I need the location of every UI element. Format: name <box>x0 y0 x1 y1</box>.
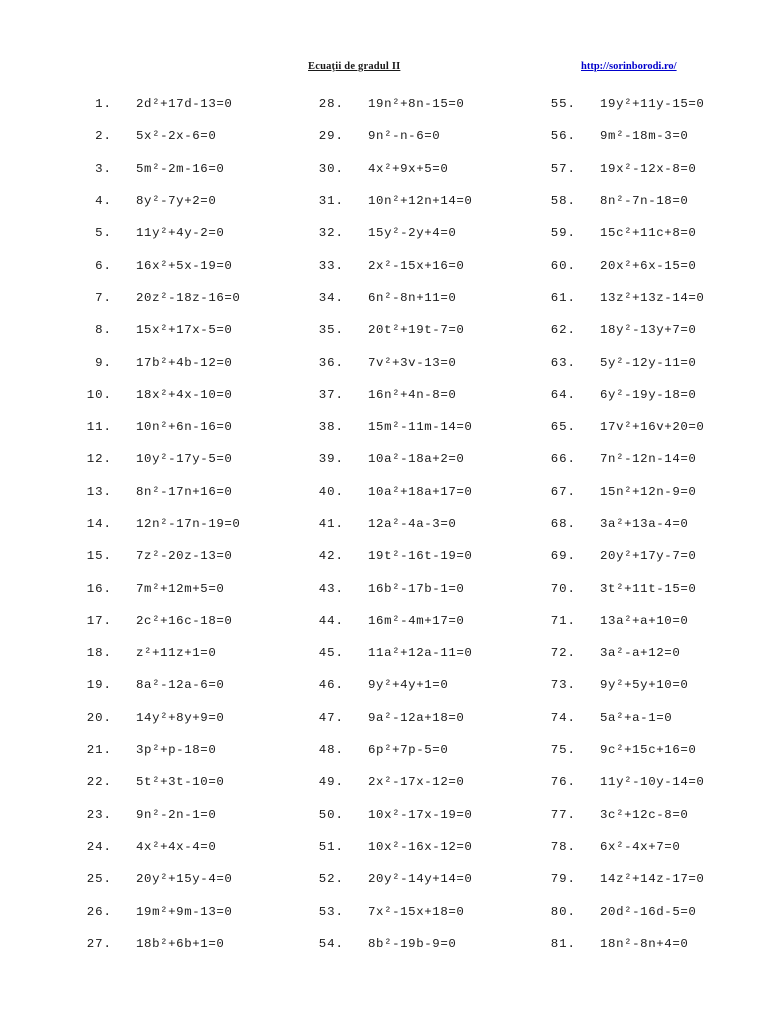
equation-text: 10n²+12n+14=0 <box>368 194 473 209</box>
equation-row <box>536 249 768 281</box>
equation-text: 15c²+11c+8=0 <box>600 226 697 241</box>
equation-row <box>72 734 312 766</box>
equation-number: 25. <box>86 872 112 887</box>
equation-row <box>304 443 544 475</box>
equation-text: 6p²+7p-5=0 <box>368 743 449 758</box>
equation-row <box>72 572 312 604</box>
equation-number: 44. <box>318 613 344 628</box>
equation-number: 66. <box>550 452 576 467</box>
equation-text: 7x²-15x+18=0 <box>368 904 465 919</box>
equation-number: 4. <box>95 194 112 209</box>
equation-number: 81. <box>550 936 576 951</box>
equation-text: 16x²+5x-19=0 <box>136 258 233 273</box>
equation-text: 19n²+8n-15=0 <box>368 97 465 112</box>
equation-number: 15. <box>86 549 112 564</box>
equation-row <box>304 702 544 734</box>
equation-text: 15x²+17x-5=0 <box>136 323 233 338</box>
equation-number: 50. <box>318 807 344 822</box>
equation-number: 59. <box>550 226 576 241</box>
equation-number: 37. <box>318 387 344 402</box>
equation-text: 19m²+9m-13=0 <box>136 904 233 919</box>
equation-text: 3c²+12c-8=0 <box>600 807 689 822</box>
equation-text: 6x²-4x+7=0 <box>600 839 681 854</box>
equation-row <box>536 88 768 120</box>
equation-text: 4x²+4x-4=0 <box>136 839 217 854</box>
equation-number: 38. <box>318 420 344 435</box>
equation-text: 20y²+17y-7=0 <box>600 549 697 564</box>
equation-column-3 <box>536 88 768 960</box>
equation-text: 18y²-13y+7=0 <box>600 323 697 338</box>
equation-number: 1. <box>95 97 112 112</box>
equation-row <box>304 379 544 411</box>
equation-number: 74. <box>550 710 576 725</box>
equation-number: 6. <box>95 258 112 273</box>
equation-number: 77. <box>550 807 576 822</box>
equation-text: 6n²-8n+11=0 <box>368 290 457 305</box>
equation-row <box>304 540 544 572</box>
equation-text: 14z²+14z-17=0 <box>600 872 705 887</box>
equation-number: 68. <box>550 517 576 531</box>
equation-row <box>536 734 768 766</box>
equation-text: 16b²-17b-1=0 <box>368 581 465 596</box>
equation-text: 11y²-10y-14=0 <box>600 775 705 790</box>
page-title: Ecuaţii de gradul II <box>308 61 401 72</box>
equation-text: 10x²-16x-12=0 <box>368 839 473 854</box>
equation-row <box>304 734 544 766</box>
equation-row <box>304 799 544 831</box>
equation-text: 3p²+p-18=0 <box>136 743 217 758</box>
equation-text: 13a²+a+10=0 <box>600 613 689 628</box>
equation-row <box>72 249 312 281</box>
equation-text: 19x²-12x-8=0 <box>600 161 697 176</box>
equation-text: 17v²+16v+20=0 <box>600 420 705 435</box>
equation-row <box>304 217 544 249</box>
equation-number: 16. <box>86 581 112 596</box>
equation-row <box>304 831 544 863</box>
equation-text: 19y²+11y-15=0 <box>600 97 705 112</box>
equation-row <box>72 928 312 960</box>
equation-number: 40. <box>318 484 344 499</box>
equation-text: 15m²-11m-14=0 <box>368 420 473 435</box>
equation-text: 8n²-7n-18=0 <box>600 194 689 209</box>
equation-row <box>536 831 768 863</box>
equation-text: 6y²-19y-18=0 <box>600 387 697 402</box>
equation-number: 70. <box>550 581 576 596</box>
equation-text: 12a²-4a-3=0 <box>368 517 457 531</box>
equation-number: 79. <box>550 872 576 887</box>
equation-row <box>304 928 544 960</box>
equation-number: 8. <box>95 323 112 338</box>
equation-row <box>304 153 544 185</box>
equation-row <box>304 88 544 120</box>
equation-text: 11a²+12a-11=0 <box>368 646 473 661</box>
equation-row <box>536 508 768 540</box>
equation-text: 9c²+15c+16=0 <box>600 743 697 758</box>
equation-number: 5. <box>95 226 112 241</box>
equation-text: 20x²+6x-15=0 <box>600 258 697 273</box>
equation-number: 3. <box>95 161 112 176</box>
equation-number: 72. <box>550 646 576 661</box>
equation-text: 20y²-14y+14=0 <box>368 872 473 887</box>
equation-number: 60. <box>550 258 576 273</box>
equation-text: 9y²+4y+1=0 <box>368 678 449 693</box>
equation-text: 5t²+3t-10=0 <box>136 775 225 790</box>
equation-text: 17b²+4b-12=0 <box>136 355 233 370</box>
equation-number: 36. <box>318 355 344 370</box>
equation-row <box>536 637 768 669</box>
equation-row <box>72 799 312 831</box>
equation-text: 10y²-17y-5=0 <box>136 452 233 467</box>
equation-row <box>536 120 768 152</box>
equation-number: 71. <box>550 613 576 628</box>
equation-text: 16n²+4n-8=0 <box>368 387 457 402</box>
equation-row <box>536 153 768 185</box>
equation-number: 56. <box>550 129 576 144</box>
equation-row <box>72 411 312 443</box>
equation-text: 2d²+17d-13=0 <box>136 97 233 112</box>
equation-number: 48. <box>318 743 344 758</box>
equation-row <box>304 895 544 927</box>
equation-text: 2x²-17x-12=0 <box>368 775 465 790</box>
equation-number: 9. <box>95 355 112 370</box>
equation-number: 20. <box>86 710 112 725</box>
equation-text: 13z²+13z-14=0 <box>600 290 705 305</box>
equation-text: 5x²-2x-6=0 <box>136 129 217 144</box>
equation-text: 20t²+19t-7=0 <box>368 323 465 338</box>
equation-number: 54. <box>318 936 344 951</box>
equation-text: 8n²-17n+16=0 <box>136 484 233 499</box>
equation-number: 19. <box>86 678 112 693</box>
equation-number: 32. <box>318 226 344 241</box>
equation-column-1 <box>72 88 312 960</box>
equation-text: 3a²+13a-4=0 <box>600 517 689 531</box>
equation-row <box>536 766 768 798</box>
equation-row <box>72 637 312 669</box>
equation-row <box>304 314 544 346</box>
equation-number: 14. <box>86 517 112 531</box>
equation-number: 57. <box>550 161 576 176</box>
equation-number: 18. <box>86 646 112 661</box>
equation-text: 11y²+4y-2=0 <box>136 226 225 241</box>
equation-number: 11. <box>86 420 112 435</box>
equation-row <box>536 217 768 249</box>
equation-number: 33. <box>318 258 344 273</box>
equation-text: 5m²-2m-16=0 <box>136 161 225 176</box>
equation-number: 49. <box>318 775 344 790</box>
equation-row <box>536 476 768 508</box>
equation-number: 28. <box>318 97 344 112</box>
equation-number: 22. <box>86 775 112 790</box>
equation-text: 9a²-12a+18=0 <box>368 710 465 725</box>
equation-text: 3t²+11t-15=0 <box>600 581 697 596</box>
equation-number: 35. <box>318 323 344 338</box>
equation-row <box>304 572 544 604</box>
equation-text: 18n²-8n+4=0 <box>600 936 689 951</box>
equation-row <box>304 120 544 152</box>
equation-number: 51. <box>318 839 344 854</box>
equation-text: 10a²-18a+2=0 <box>368 452 465 467</box>
equation-row <box>72 153 312 185</box>
equation-text: 7z²-20z-13=0 <box>136 549 233 564</box>
equation-number: 24. <box>86 839 112 854</box>
equation-text: 4x²+9x+5=0 <box>368 161 449 176</box>
equation-row <box>72 895 312 927</box>
equation-row <box>536 379 768 411</box>
equation-row <box>536 411 768 443</box>
equation-text: 9m²-18m-3=0 <box>600 129 689 144</box>
equation-number: 73. <box>550 678 576 693</box>
equation-number: 46. <box>318 678 344 693</box>
equation-row <box>72 282 312 314</box>
equation-row <box>304 863 544 895</box>
equation-row <box>304 185 544 217</box>
equation-row <box>72 540 312 572</box>
equation-number: 27. <box>86 936 112 951</box>
equation-number: 65. <box>550 420 576 435</box>
equation-row <box>304 476 544 508</box>
equation-number: 21. <box>86 743 112 758</box>
equation-number: 53. <box>318 904 344 919</box>
equation-text: 9y²+5y+10=0 <box>600 678 689 693</box>
equation-row <box>536 928 768 960</box>
equation-number: 26. <box>86 904 112 919</box>
equation-row <box>72 379 312 411</box>
equation-number: 58. <box>550 194 576 209</box>
equation-number: 78. <box>550 839 576 854</box>
equation-row <box>536 346 768 378</box>
equation-text: 12n²-17n-19=0 <box>136 517 241 531</box>
equation-number: 76. <box>550 775 576 790</box>
equation-number: 7. <box>95 290 112 305</box>
equation-number: 41. <box>318 517 344 531</box>
equation-row <box>72 863 312 895</box>
equation-number: 29. <box>318 129 344 144</box>
equation-row <box>536 863 768 895</box>
equation-row <box>72 766 312 798</box>
equation-text: 20z²-18z-16=0 <box>136 290 241 305</box>
equation-row <box>536 185 768 217</box>
equation-row <box>72 476 312 508</box>
equation-text: 2x²-15x+16=0 <box>368 258 465 273</box>
equation-number: 43. <box>318 581 344 596</box>
equation-row <box>304 508 544 540</box>
equation-row <box>536 443 768 475</box>
equation-text: 8y²-7y+2=0 <box>136 194 217 209</box>
equation-text: 18b²+6b+1=0 <box>136 936 225 951</box>
equation-row <box>72 605 312 637</box>
equation-row <box>72 443 312 475</box>
equation-number: 34. <box>318 290 344 305</box>
equation-row <box>536 895 768 927</box>
equation-text: 10x²-17x-19=0 <box>368 807 473 822</box>
equation-row <box>536 702 768 734</box>
equation-text: 7v²+3v-13=0 <box>368 355 457 370</box>
equation-row <box>304 282 544 314</box>
equation-row <box>72 669 312 701</box>
equation-row <box>72 314 312 346</box>
equation-number: 52. <box>318 872 344 887</box>
equation-text: 7m²+12m+5=0 <box>136 581 225 596</box>
equation-number: 55. <box>550 97 576 112</box>
equation-text: 15n²+12n-9=0 <box>600 484 697 499</box>
equation-text: 3a²-a+12=0 <box>600 646 681 661</box>
equation-row <box>304 766 544 798</box>
equation-row <box>536 282 768 314</box>
equation-row <box>536 314 768 346</box>
equation-number: 63. <box>550 355 576 370</box>
equation-row <box>304 346 544 378</box>
equation-column-2 <box>304 88 544 960</box>
equation-row <box>304 411 544 443</box>
equation-text: 20y²+15y-4=0 <box>136 872 233 887</box>
equation-text: z²+11z+1=0 <box>136 646 217 661</box>
equation-text: 18x²+4x-10=0 <box>136 387 233 402</box>
equation-row <box>536 799 768 831</box>
equation-number: 80. <box>550 904 576 919</box>
equation-row <box>304 669 544 701</box>
equation-number: 64. <box>550 387 576 402</box>
equation-row <box>536 572 768 604</box>
equation-number: 12. <box>86 452 112 467</box>
equation-number: 45. <box>318 646 344 661</box>
equation-number: 39. <box>318 452 344 467</box>
equation-number: 62. <box>550 323 576 338</box>
equation-row <box>72 508 312 540</box>
equation-text: 16m²-4m+17=0 <box>368 613 465 628</box>
equation-row <box>72 217 312 249</box>
equation-row <box>304 637 544 669</box>
equation-number: 61. <box>550 290 576 305</box>
equation-row <box>304 249 544 281</box>
equation-number: 67. <box>550 484 576 499</box>
equation-text: 7n²-12n-14=0 <box>600 452 697 467</box>
equation-text: 20d²-16d-5=0 <box>600 904 697 919</box>
equation-number: 47. <box>318 710 344 725</box>
equation-number: 17. <box>86 613 112 628</box>
equation-number: 10. <box>86 387 112 402</box>
equation-text: 14y²+8y+9=0 <box>136 710 225 725</box>
equation-text: 15y²-2y+4=0 <box>368 226 457 241</box>
equation-text: 10n²+6n-16=0 <box>136 420 233 435</box>
equation-text: 5y²-12y-11=0 <box>600 355 697 370</box>
equation-row <box>72 346 312 378</box>
equation-row <box>536 669 768 701</box>
equation-row <box>72 185 312 217</box>
equation-row <box>304 605 544 637</box>
equation-row <box>536 540 768 572</box>
equation-text: 8a²-12a-6=0 <box>136 678 225 693</box>
equation-text: 8b²-19b-9=0 <box>368 936 457 951</box>
equation-row <box>536 605 768 637</box>
equation-row <box>72 831 312 863</box>
equation-text: 9n²-2n-1=0 <box>136 807 217 822</box>
equation-number: 69. <box>550 549 576 564</box>
site-link[interactable]: http://sorinborodi.ro/ <box>581 61 677 72</box>
equation-number: 42. <box>318 549 344 564</box>
equation-number: 2. <box>95 129 112 144</box>
equation-text: 2c²+16c-18=0 <box>136 613 233 628</box>
equation-row <box>72 120 312 152</box>
equation-text: 10a²+18a+17=0 <box>368 484 473 499</box>
equation-number: 75. <box>550 743 576 758</box>
equation-text: 19t²-16t-19=0 <box>368 549 473 564</box>
equation-number: 31. <box>318 194 344 209</box>
equation-number: 13. <box>86 484 112 499</box>
equation-row <box>72 88 312 120</box>
equation-text: 9n²-n-6=0 <box>368 129 441 144</box>
equation-text: 5a²+a-1=0 <box>600 710 673 725</box>
equation-number: 30. <box>318 161 344 176</box>
equation-row <box>72 702 312 734</box>
equation-number: 23. <box>86 807 112 822</box>
